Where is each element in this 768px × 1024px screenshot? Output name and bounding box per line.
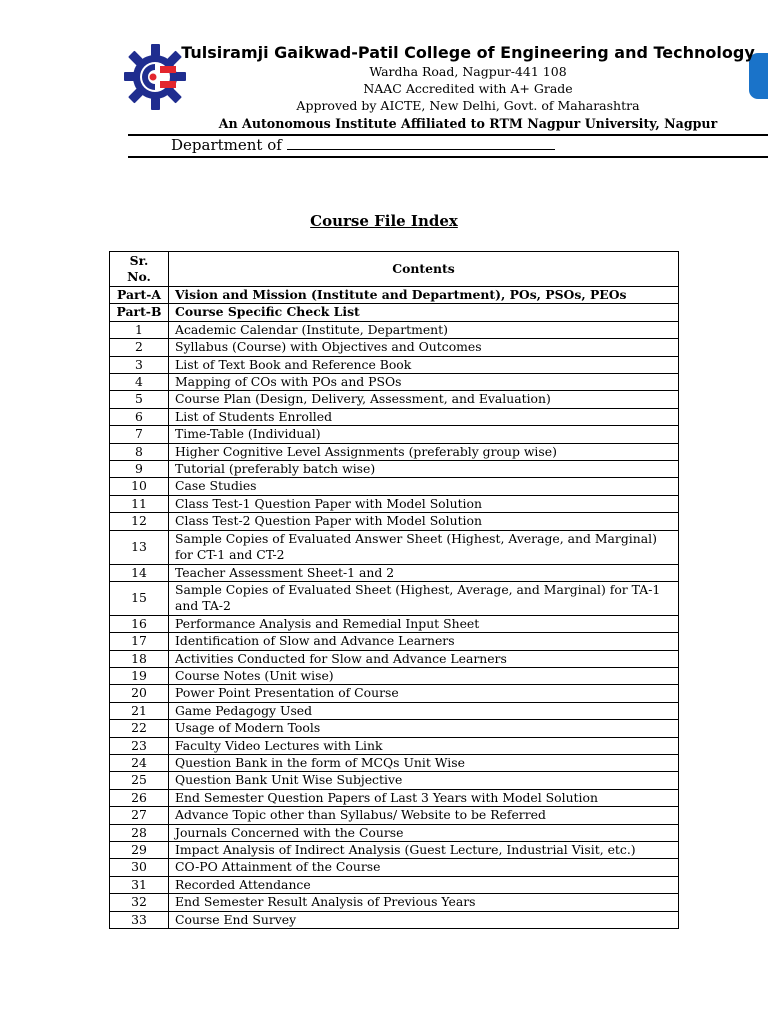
table-row xyxy=(110,754,679,771)
table-row xyxy=(110,702,679,719)
content-text: Question Bank Unit Wise Subjective xyxy=(169,772,679,789)
college-address: Wardha Road, Nagpur-441 108 xyxy=(369,64,567,79)
sr-number: 21 xyxy=(110,702,169,719)
sr-number: 17 xyxy=(110,633,169,650)
table-row xyxy=(110,461,679,478)
table-row xyxy=(110,443,679,460)
content-text: Course Plan (Design, Delivery, Assessment, and Evaluation) xyxy=(169,391,679,408)
content-text: Academic Calendar (Institute, Department) xyxy=(169,321,679,338)
department-label: Department of xyxy=(171,136,282,154)
content-text: Question Bank in the form of MCQs Unit Wise xyxy=(169,754,679,771)
table-row xyxy=(110,772,679,789)
content-text: List of Students Enrolled xyxy=(169,408,679,425)
college-name: Tulsiramji Gaikwad-Patil College of Engineering and Technology xyxy=(181,43,755,62)
content-text: Tutorial (preferably batch wise) xyxy=(169,461,679,478)
sr-number: 7 xyxy=(110,426,169,443)
table-row xyxy=(110,356,679,373)
content-text: Time-Table (Individual) xyxy=(169,426,679,443)
header-divider-bottom xyxy=(128,156,768,158)
content-text: End Semester Question Papers of Last 3 Years with Model Solution xyxy=(169,789,679,806)
content-text: Identification of Slow and Advance Learners xyxy=(169,633,679,650)
naac-accreditation: NAAC Accredited with A+ Grade xyxy=(363,81,573,96)
sr-number: 13 xyxy=(110,530,169,564)
table-row xyxy=(110,807,679,824)
content-text: Teacher Assessment Sheet-1 and 2 xyxy=(169,564,679,581)
sr-number: 19 xyxy=(110,667,169,684)
table-row xyxy=(110,824,679,841)
sr-number: 10 xyxy=(110,478,169,495)
table-row xyxy=(110,720,679,737)
content-text: Sample Copies of Evaluated Sheet (Highest, Average, and Marginal) for TA-1 and TA-2 xyxy=(169,581,679,615)
table-row xyxy=(110,495,679,512)
table-row xyxy=(110,911,679,928)
content-text: Case Studies xyxy=(169,478,679,495)
table-row xyxy=(110,339,679,356)
table-row xyxy=(110,667,679,684)
sr-number: 24 xyxy=(110,754,169,771)
table-row-part xyxy=(110,287,679,304)
table-row xyxy=(110,530,679,564)
sr-number: 27 xyxy=(110,807,169,824)
department-line xyxy=(171,136,555,154)
content-text: Course End Survey xyxy=(169,911,679,928)
content-text: Usage of Modern Tools xyxy=(169,720,679,737)
table-row xyxy=(110,321,679,338)
content-text: Course Specific Check List xyxy=(169,304,679,321)
table-row xyxy=(110,789,679,806)
sr-number: 6 xyxy=(110,408,169,425)
sr-number: 22 xyxy=(110,720,169,737)
sr-number: 1 xyxy=(110,321,169,338)
table-row xyxy=(110,564,679,581)
table-row xyxy=(110,513,679,530)
sr-number: Part-A xyxy=(110,287,169,304)
table-row xyxy=(110,408,679,425)
sr-number: 32 xyxy=(110,894,169,911)
table-row xyxy=(110,685,679,702)
sr-number: 2 xyxy=(110,339,169,356)
sr-number: 15 xyxy=(110,581,169,615)
department-blank xyxy=(287,136,555,150)
sr-number: 25 xyxy=(110,772,169,789)
index-title: Course File Index xyxy=(310,212,458,230)
content-text: Class Test-2 Question Paper with Model Solution xyxy=(169,513,679,530)
sr-number: 5 xyxy=(110,391,169,408)
content-text: Faculty Video Lectures with Link xyxy=(169,737,679,754)
column-header-contents: Contents xyxy=(169,252,679,287)
sr-number: 20 xyxy=(110,685,169,702)
content-text: Syllabus (Course) with Objectives and Outcomes xyxy=(169,339,679,356)
sr-number: 12 xyxy=(110,513,169,530)
content-text: Game Pedagogy Used xyxy=(169,702,679,719)
sr-number: 11 xyxy=(110,495,169,512)
content-text: Class Test-1 Question Paper with Model Solution xyxy=(169,495,679,512)
column-header-sr: Sr. No. xyxy=(110,252,169,287)
sr-number: 26 xyxy=(110,789,169,806)
table-row xyxy=(110,374,679,391)
content-text: Higher Cognitive Level Assignments (preferably group wise) xyxy=(169,443,679,460)
content-text: End Semester Result Analysis of Previous Years xyxy=(169,894,679,911)
content-text: CO-PO Attainment of the Course xyxy=(169,859,679,876)
sr-number: 9 xyxy=(110,461,169,478)
sr-number: 3 xyxy=(110,356,169,373)
content-text: Activities Conducted for Slow and Advance Learners xyxy=(169,650,679,667)
content-text: Power Point Presentation of Course xyxy=(169,685,679,702)
content-text: List of Text Book and Reference Book xyxy=(169,356,679,373)
table-row xyxy=(110,859,679,876)
course-file-index-table xyxy=(109,251,679,929)
sr-number: 18 xyxy=(110,650,169,667)
table-row xyxy=(110,633,679,650)
content-text: Course Notes (Unit wise) xyxy=(169,667,679,684)
table-row xyxy=(110,391,679,408)
autonomous-affiliation: An Autonomous Institute Affiliated to RTM Nagpur University, Nagpur xyxy=(218,116,718,131)
content-text: Mapping of COs with POs and PSOs xyxy=(169,374,679,391)
table-row xyxy=(110,615,679,632)
table-row xyxy=(110,650,679,667)
sr-number: 29 xyxy=(110,842,169,859)
content-text: Recorded Attendance xyxy=(169,876,679,893)
sr-number: 14 xyxy=(110,564,169,581)
sr-number: 23 xyxy=(110,737,169,754)
table-row xyxy=(110,876,679,893)
content-text: Impact Analysis of Indirect Analysis (Guest Lecture, Industrial Visit, etc.) xyxy=(169,842,679,859)
table-row xyxy=(110,842,679,859)
sr-number: 30 xyxy=(110,859,169,876)
table-row xyxy=(110,894,679,911)
aicte-approval: Approved by AICTE, New Delhi, Govt. of Maharashtra xyxy=(296,98,640,113)
sr-number: 16 xyxy=(110,615,169,632)
content-text: Advance Topic other than Syllabus/ Website to be Referred xyxy=(169,807,679,824)
table-row xyxy=(110,581,679,615)
sr-number: 31 xyxy=(110,876,169,893)
content-text: Journals Concerned with the Course xyxy=(169,824,679,841)
content-text: Performance Analysis and Remedial Input Sheet xyxy=(169,615,679,632)
sr-number: 33 xyxy=(110,911,169,928)
table-row xyxy=(110,426,679,443)
content-text: Sample Copies of Evaluated Answer Sheet (Highest, Average, and Marginal) for CT-1 and CT-2 xyxy=(169,530,679,564)
sr-number: Part-B xyxy=(110,304,169,321)
table-row xyxy=(110,737,679,754)
table-row xyxy=(110,478,679,495)
sr-number: 28 xyxy=(110,824,169,841)
table-header-row xyxy=(110,252,679,287)
table-row-part xyxy=(110,304,679,321)
sr-number: 8 xyxy=(110,443,169,460)
content-text: Vision and Mission (Institute and Department), POs, PSOs, PEOs xyxy=(169,287,679,304)
sr-number: 4 xyxy=(110,374,169,391)
